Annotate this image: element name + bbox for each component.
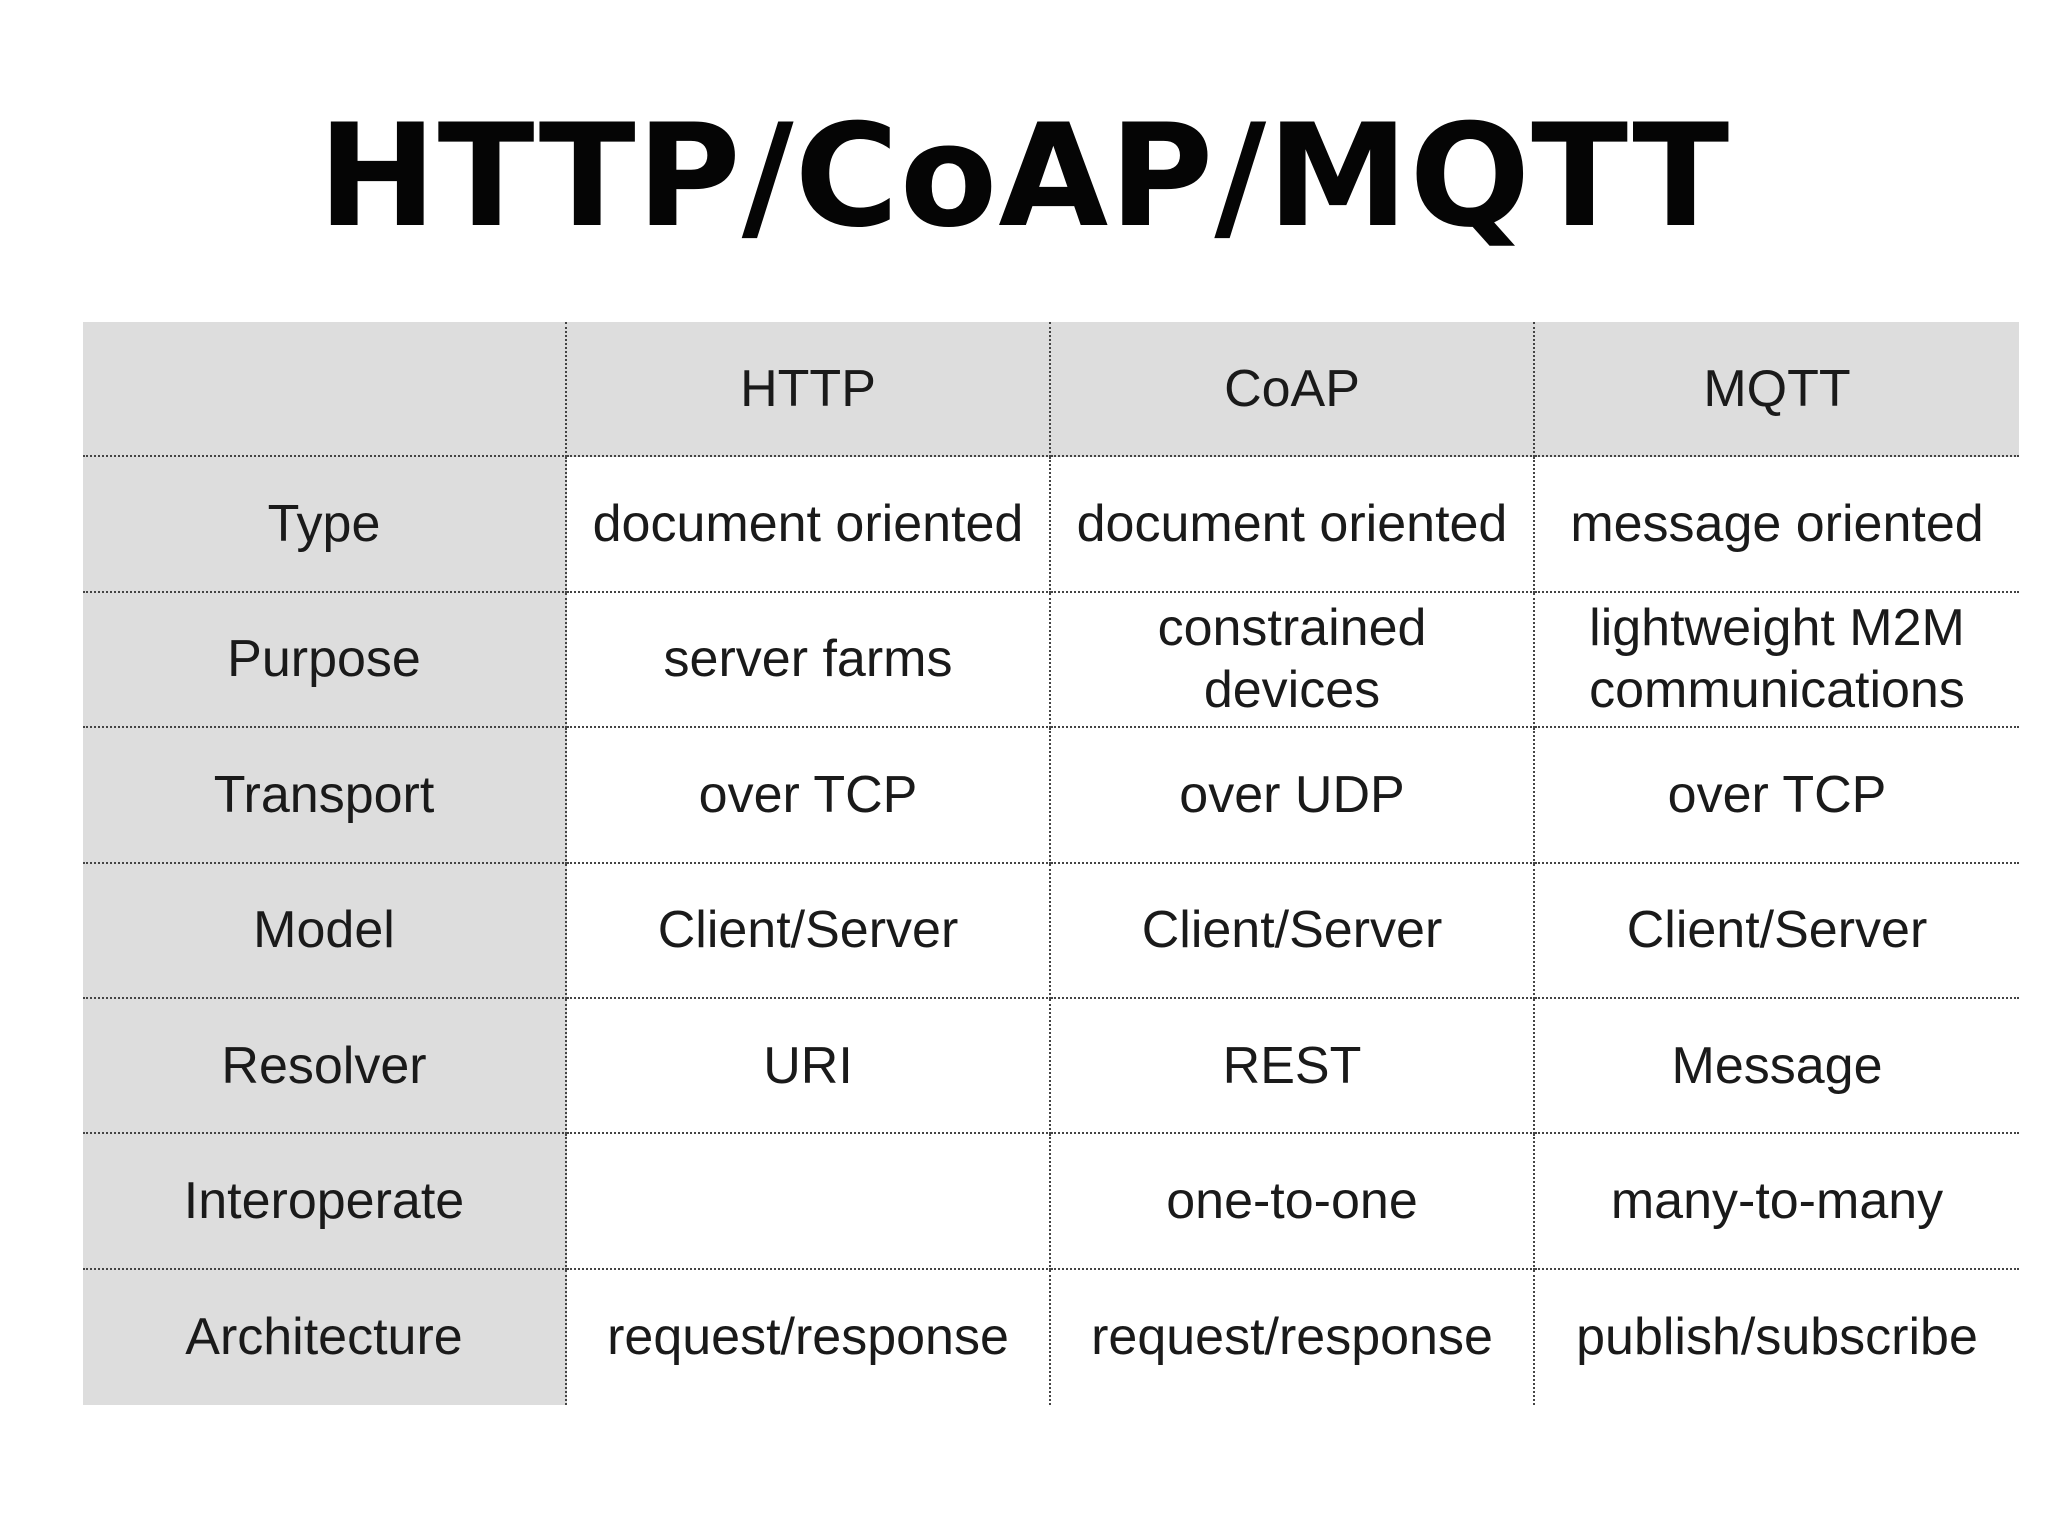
table-cell: URI <box>567 999 1051 1134</box>
table-cell: request/response <box>1051 1270 1535 1405</box>
row-label-type: Type <box>83 457 567 592</box>
table-cell: REST <box>1051 999 1535 1134</box>
table-cell: Client/Server <box>567 864 1051 999</box>
table-cell <box>567 1134 1051 1269</box>
table-cell: Message <box>1535 999 2019 1134</box>
table-cell: document oriented <box>1051 457 1535 592</box>
table-header-http: HTTP <box>567 322 1051 457</box>
table-cell: message oriented <box>1535 457 2019 592</box>
slide-title: HTTP/CoAP/MQTT <box>317 94 1731 259</box>
row-label-architecture: Architecture <box>83 1270 567 1405</box>
table-cell: many-to-many <box>1535 1134 2019 1269</box>
table-cell: server farms <box>567 593 1051 728</box>
table-header-mqtt: MQTT <box>1535 322 2019 457</box>
table-cell: request/response <box>567 1270 1051 1405</box>
table-cell: Client/Server <box>1535 864 2019 999</box>
row-label-interoperate: Interoperate <box>83 1134 567 1269</box>
row-label-model: Model <box>83 864 567 999</box>
table-header-corner <box>83 322 567 457</box>
table-header-coap: CoAP <box>1051 322 1535 457</box>
comparison-table <box>83 322 2019 1405</box>
table-cell: Client/Server <box>1051 864 1535 999</box>
row-label-resolver: Resolver <box>83 999 567 1134</box>
table-cell: over TCP <box>1535 728 2019 863</box>
table-cell: over UDP <box>1051 728 1535 863</box>
table-cell: constrained devices <box>1051 593 1535 728</box>
table-cell: one-to-one <box>1051 1134 1535 1269</box>
table-cell: lightweight M2M communications <box>1535 593 2019 728</box>
table-cell: publish/subscribe <box>1535 1270 2019 1405</box>
row-label-transport: Transport <box>83 728 567 863</box>
table-cell: document oriented <box>567 457 1051 592</box>
row-label-purpose: Purpose <box>83 593 567 728</box>
table-cell: over TCP <box>567 728 1051 863</box>
